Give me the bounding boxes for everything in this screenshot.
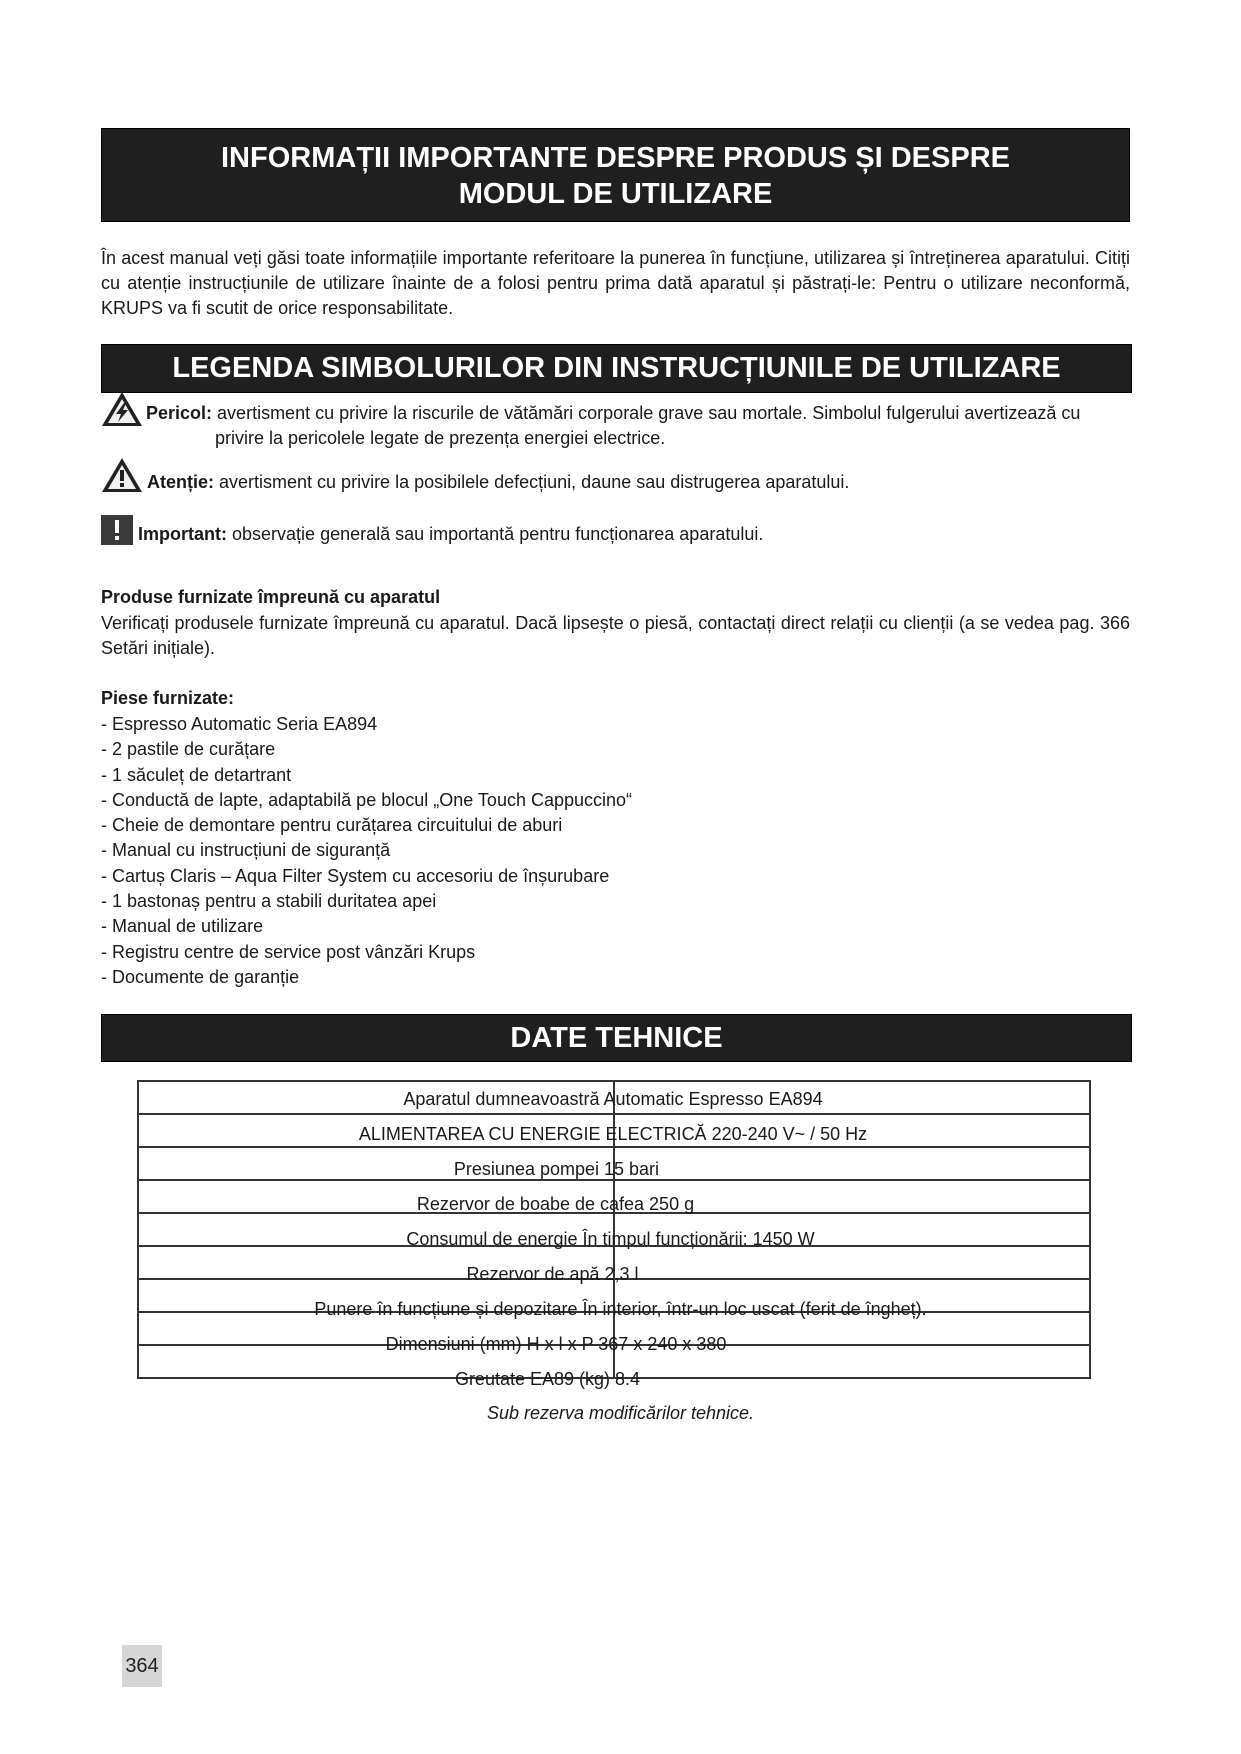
list-item: - Espresso Automatic Seria EA894 [101, 714, 378, 734]
danger-lightning-icon [101, 391, 143, 427]
list-item: - 2 pastile de curățare [101, 739, 276, 760]
parts-title: Piese furnizate: [101, 688, 235, 708]
list-item: - Conductă de lapte, adaptabilă pe blocul „One Touch Cappuccino“ [101, 789, 633, 810]
list-item: - 1 săculeț de detartrant [101, 764, 292, 785]
list-item: - Manual de utilizare [101, 916, 264, 937]
list-item: - Documente de garanție [101, 966, 300, 987]
spec-row-text: Aparatul dumneavoastră Automatic Espresso EA894 [403, 1089, 823, 1109]
spec-row-text: Greutate EA89 (kg) 8.4 [454, 1369, 641, 1389]
danger-text-cont: privire la pericolele legate de prezența energiei electrice. [215, 428, 666, 448]
spec-row-text: Dimensiuni (mm) H x l x P 367 x 240 x 380 [385, 1334, 727, 1354]
spec-row-text: Consumul de energie În timpul funcționării: 1450 W [406, 1229, 815, 1249]
supplied-title: Produse furnizate împreună cu aparatul [101, 587, 441, 607]
spec-row-text: Rezervor de apă 2,3 l [466, 1264, 639, 1284]
attention-label: Atenție: [147, 472, 214, 492]
spec-row-text: Rezervor de boabe de cafea 250 g [416, 1194, 695, 1214]
attention-text: avertisment cu privire la posibilele defecțiuni, daune sau distrugerea aparatului. [219, 472, 850, 492]
important-label: Important: [138, 524, 227, 544]
danger-label: Pericol: [146, 403, 213, 423]
page-number: 364 [122, 1645, 162, 1687]
important-text: observație generală sau importantă pentru funcționarea aparatului. [232, 524, 764, 544]
parts-list [101, 712, 632, 990]
intro-paragraph: În acest manual veți găsi toate informațiile importante referitoare la punerea în funcțiune, utilizarea și întreținerea aparatului. Citiți cu atenție instrucțiunile de utilizare înainte de a folosi pentru prima dată aparatul și păstrați-le: Pentru o utilizare neconformă, KRUPS va fi scutit de orice responsabilitate. [101, 248, 1130, 318]
list-item: - Registru centre de service post vânzări Krups [101, 941, 476, 962]
spec-row-text: Presiunea pompei 15 bari [453, 1159, 660, 1179]
spec-row-text: ALIMENTAREA CU ENERGIE ELECTRICĂ 220-240 V~ / 50 Hz [358, 1124, 868, 1144]
warning-icon [101, 457, 143, 493]
important-exclamation-icon [101, 515, 133, 545]
list-item: - Cartuș Claris – Aqua Filter System cu accesoriu de înșurubare [101, 865, 610, 886]
main-heading-line1: INFORMAȚII IMPORTANTE DESPRE PRODUS ȘI DESPRE [221, 142, 1010, 174]
list-item: - Cheie de demontare pentru curățarea circuitului de aburi [101, 815, 563, 836]
main-heading-line2: MODUL DE UTILIZARE [458, 178, 773, 210]
main-heading [101, 128, 1130, 222]
tech-data-heading: DATE TEHNICE [101, 1014, 1132, 1062]
list-item: - 1 bastonaș pentru a stabili duritatea apei [101, 891, 437, 912]
danger-text: avertisment cu privire la riscurile de vătămări corporale grave sau mortale. Simbolul fulgerului avertizează cu [217, 403, 1081, 423]
list-item: - Manual cu instrucțiuni de siguranță [101, 840, 391, 861]
spec-row-text: Punere în funcțiune și depozitare În interior, într-un loc uscat (ferit de îngheț). [314, 1299, 927, 1319]
technical-note: Sub rezerva modificărilor tehnice. [486, 1403, 755, 1423]
supplied-text: Verificați produsele furnizate împreună cu aparatul. Dacă lipsește o piesă, contactați direct relații cu clienții (a se vedea pag. 366 Setări inițiale). [101, 613, 1130, 658]
legend-heading: LEGENDA SIMBOLURILOR DIN INSTRUCȚIUNILE DE UTILIZARE [101, 344, 1132, 393]
